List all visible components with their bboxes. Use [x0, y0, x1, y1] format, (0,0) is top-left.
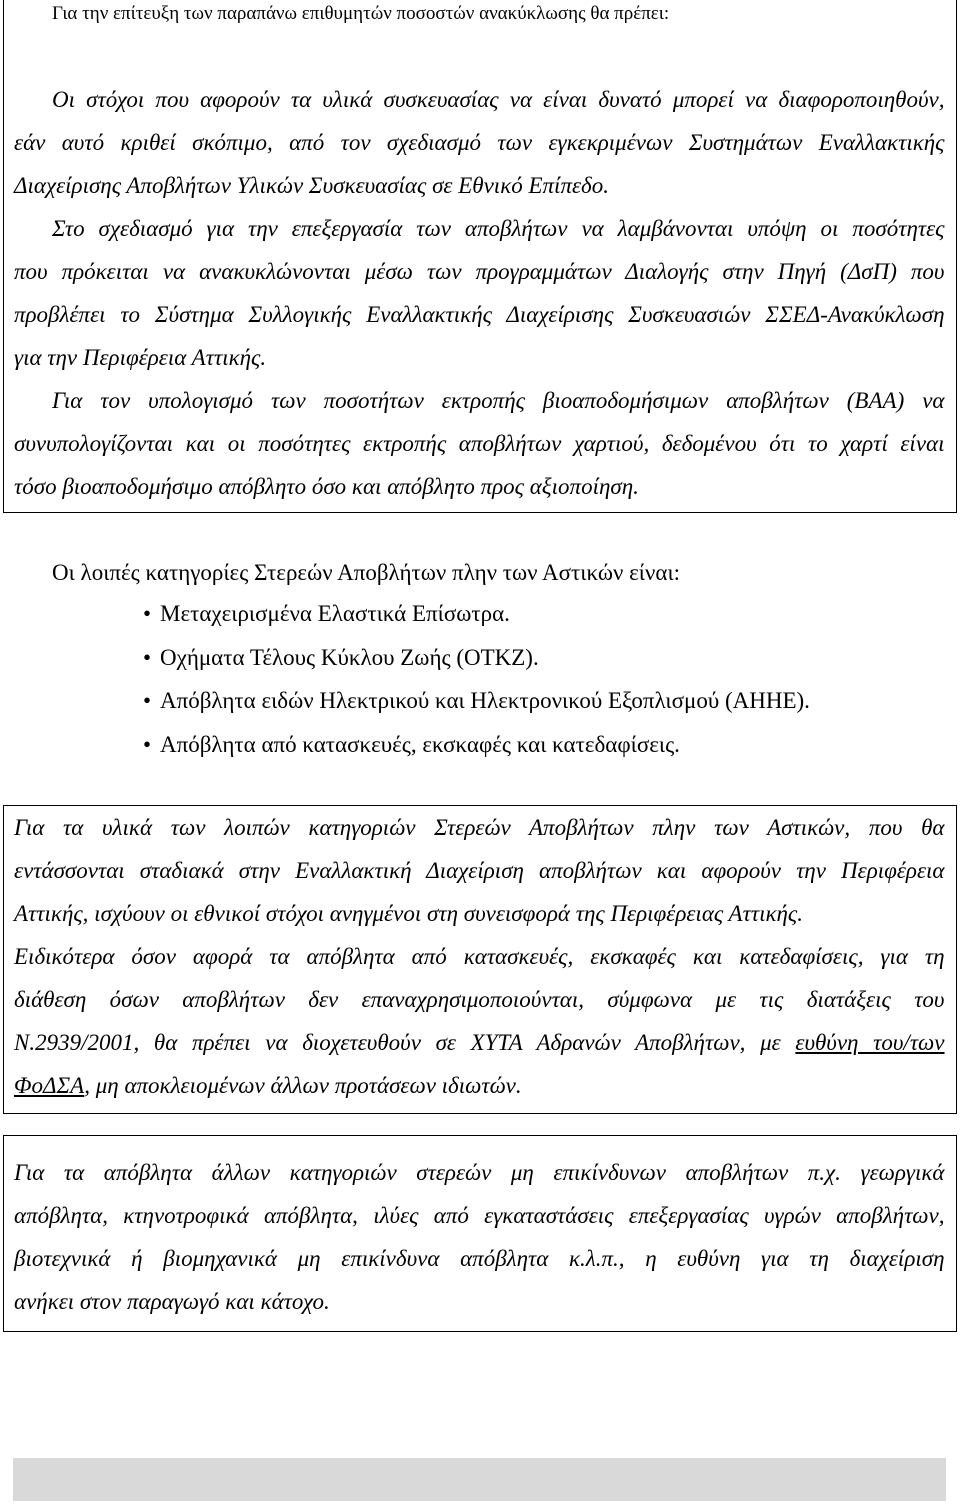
- recycling-targets-box: [3, 0, 957, 513]
- line-text: για την Περιφέρεια Αττικής.: [14, 345, 267, 370]
- line-text: Ειδικότερα όσον αφορά τα απόβλητα από κατασκευές, εκσκαφές και κατεδαφίσεις, για τη: [14, 944, 945, 969]
- list-item: [52, 636, 810, 680]
- line-text: Αττικής, ισχύουν οι εθνικοί στόχοι ανηγμένοι στη συνεισφορά της Περιφέρειας Αττικής.: [14, 901, 803, 926]
- paragraph-line: [14, 465, 945, 508]
- paragraph-line: [14, 1021, 945, 1064]
- line-text: συνυπολογίζονται και οι ποσότητες εκτροπής αποβλήτων χαρτιού, δεδομένου ότι το χαρτί είναι: [14, 431, 945, 456]
- paragraph-line: [14, 849, 945, 892]
- line-segment: Ν.2939/2001, θα πρέπει να διοχετευθούν σε ΧΥΤΑ Αδρανών Αποβλήτων, με: [14, 1030, 796, 1055]
- underlined-text: ΦοΔΣΑ: [14, 1073, 85, 1098]
- line-text: ανήκει στον παραγωγό και κάτοχο.: [14, 1289, 330, 1314]
- line-segment: , μη αποκλειομένων άλλων προτάσεων ιδιωτών.: [84, 1073, 522, 1098]
- line-text: εντάσσονται σταδιακά στην Εναλλακτική Διαχείριση αποβλήτων και αφορούν την Περιφέρεια: [14, 858, 945, 883]
- paragraph-line: [14, 1280, 945, 1323]
- paragraph-line: [14, 336, 945, 379]
- other-categories-targets-box: [3, 805, 957, 1114]
- list-item-text: Οχήματα Τέλους Κύκλου Ζωής (ΟΤΚΖ).: [160, 644, 539, 670]
- paragraph-line: [14, 164, 945, 207]
- line-text: Στο σχεδιασμό για την επεξεργασία των αποβλήτων να λαμβάνονται υπόψη οι ποσότητες: [52, 216, 945, 241]
- line-text: Οι στόχοι που αφορούν τα υλικά συσκευασίας να είναι δυνατό μπορεί να διαφοροποιηθούν,: [52, 87, 945, 112]
- line-text: απόβλητα, κτηνοτροφικά απόβλητα, ιλύες από εγκαταστάσεις επεξεργασίας υγρών αποβλήτων,: [14, 1203, 945, 1228]
- line-text: [14, 1064, 522, 1107]
- paragraph-line: [52, 207, 945, 250]
- paragraph-line: [14, 806, 945, 849]
- list-item-text: Απόβλητα από κατασκευές, εκσκαφές και κατεδαφίσεις.: [160, 731, 680, 757]
- other-categories-heading: Οι λοιπές κατηγορίες Στερεών Αποβλήτων πλην των Αστικών είναι:: [52, 560, 681, 585]
- page-footer-bar: [13, 1458, 946, 1501]
- list-item: [52, 679, 810, 723]
- recycling-targets-paragraphs: [14, 78, 945, 508]
- paragraph-line: [14, 1237, 945, 1280]
- list-item-text: Μεταχειρισμένα Ελαστικά Επίσωτρα.: [160, 601, 510, 626]
- paragraph-line: [14, 978, 945, 1021]
- other-waste-categories: [52, 551, 810, 766]
- bullet-icon: [143, 636, 151, 680]
- line-text: που πρόκειται να ανακυκλώνονται μέσω των προγραμμάτων Διαλογής στην Πηγή (ΔσΠ) που: [14, 259, 945, 284]
- line-text: Για τα απόβλητα άλλων κατηγοριών στερεών μη επικίνδυνων αποβλήτων π.χ. γεωργικά: [14, 1160, 945, 1185]
- paragraph-line: [14, 293, 945, 336]
- paragraph-line: [14, 1194, 945, 1237]
- non-hazardous-waste-box: [3, 1135, 957, 1332]
- line-text: εάν αυτό κριθεί σκόπιμο, από τον σχεδιασμό των εγκεκριμένων Συστημάτων Εναλλακτικής: [14, 130, 945, 155]
- paragraph-line: [14, 935, 945, 978]
- bullet-icon: [143, 679, 151, 723]
- paragraph-line: [14, 121, 945, 164]
- line-text: τόσο βιοαποδομήσιμο απόβλητο όσο και απόβλητο προς αξιοποίηση.: [14, 474, 639, 499]
- underlined-text: ευθύνη του/των: [795, 1030, 945, 1055]
- list-item-text: Απόβλητα ειδών Ηλεκτρικού και Ηλεκτρονικού Εξοπλισμού (ΑΗΗΕ).: [160, 688, 810, 713]
- paragraph-line: [14, 250, 945, 293]
- list-item: [52, 592, 810, 636]
- paragraph-line: [14, 892, 945, 935]
- intro-line: Για την επίτευξη των παραπάνω επιθυμητών ποσοστών ανακύκλωσης θα πρέπει:: [52, 3, 670, 24]
- paragraph-line: [14, 422, 945, 465]
- bullet-icon: [143, 723, 151, 767]
- line-text: διάθεση όσων αποβλήτων δεν επαναχρησιμοποιούνται, σύμφωνα με τις διατάξεις του: [14, 987, 945, 1012]
- list-item: [52, 723, 810, 767]
- paragraph-line: [52, 379, 945, 422]
- line-text: Για τα υλικά των λοιπών κατηγοριών Στερεών Αποβλήτων πλην των Αστικών, που θα: [14, 815, 945, 840]
- line-text: Διαχείρισης Αποβλήτων Υλικών Συσκευασίας σε Εθνικό Επίπεδο.: [14, 173, 609, 198]
- bullet-icon: [143, 592, 151, 636]
- line-text: προβλέπει το Σύστημα Συλλογικής Εναλλακτικής Διαχείρισης Συσκευασιών ΣΣΕΔ-Ανακύκλωση: [14, 302, 945, 327]
- paragraph-line: [14, 1151, 945, 1194]
- line-text: [14, 1021, 945, 1064]
- other-categories-list: [52, 592, 810, 766]
- line-text: βιοτεχνικά ή βιομηχανικά μη επικίνδυνα απόβλητα κ.λ.π., η ευθύνη για τη διαχείριση: [14, 1246, 945, 1271]
- paragraph-line: [14, 1064, 945, 1107]
- line-text: Για τον υπολογισμό των ποσοτήτων εκτροπής βιοαποδομήσιμων αποβλήτων (ΒΑΑ) να: [52, 388, 945, 413]
- paragraph-line: [52, 78, 945, 121]
